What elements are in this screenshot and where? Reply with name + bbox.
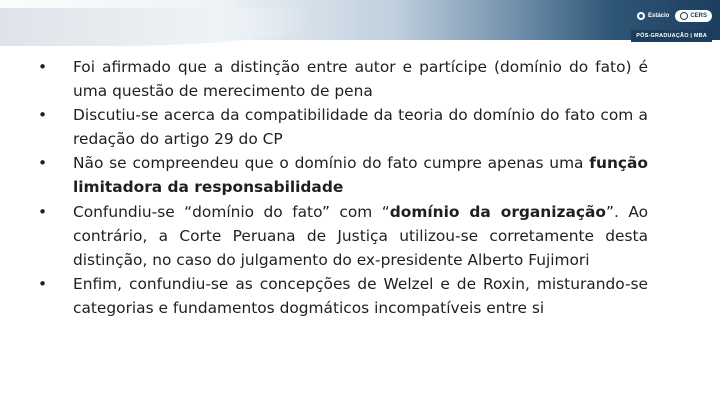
bullet-item	[38, 151, 648, 199]
bullet-text: Discutiu-se acerca da compatibilidade da teoria do domínio do fato com a redação do artigo 29 do CP	[73, 106, 648, 149]
estacio-logo-text: Estácio	[647, 13, 670, 19]
estacio-logo-icon	[637, 12, 645, 20]
cers-logo-icon	[680, 12, 688, 20]
bullet-list	[38, 55, 648, 320]
bullet-bold-text: domínio da organização	[389, 202, 606, 221]
estacio-logo	[637, 12, 669, 20]
bullet-item	[38, 55, 648, 103]
cers-logo	[675, 10, 712, 22]
bullet-item	[38, 103, 648, 151]
bullet-text: Enfim, confundiu-se as concepções de Welzel e de Roxin, misturando-se categorias e fundamentos dogmáticos incompatíveis entre si	[73, 274, 648, 317]
header-logos	[637, 5, 712, 27]
pos-graduacao-badge: PÓS-GRADUAÇÃO | MBA	[631, 30, 712, 42]
header-swoosh-decoration	[0, 8, 310, 46]
cers-logo-text: CERS	[690, 13, 707, 19]
bullet-bold-text: função limitadora da responsabilidade	[73, 154, 648, 197]
bullet-item	[38, 200, 648, 272]
bullet-item	[38, 272, 648, 320]
bullet-text: Foi afirmado que a distinção entre autor e partícipe (domínio do fato) é uma questão de merecimento de pena	[73, 58, 648, 101]
bullet-text-suffix: ”. Ao contrário, a Corte Peruana de Justiça utilizou-se corretamente desta distinção, no caso do julgamento do ex-presidente Alberto Fujimori	[73, 202, 648, 269]
bullet-text: Confundiu-se “domínio do fato” com “	[73, 202, 390, 221]
bullet-text: Não se compreendeu que o domínio do fato cumpre apenas uma	[73, 154, 590, 173]
